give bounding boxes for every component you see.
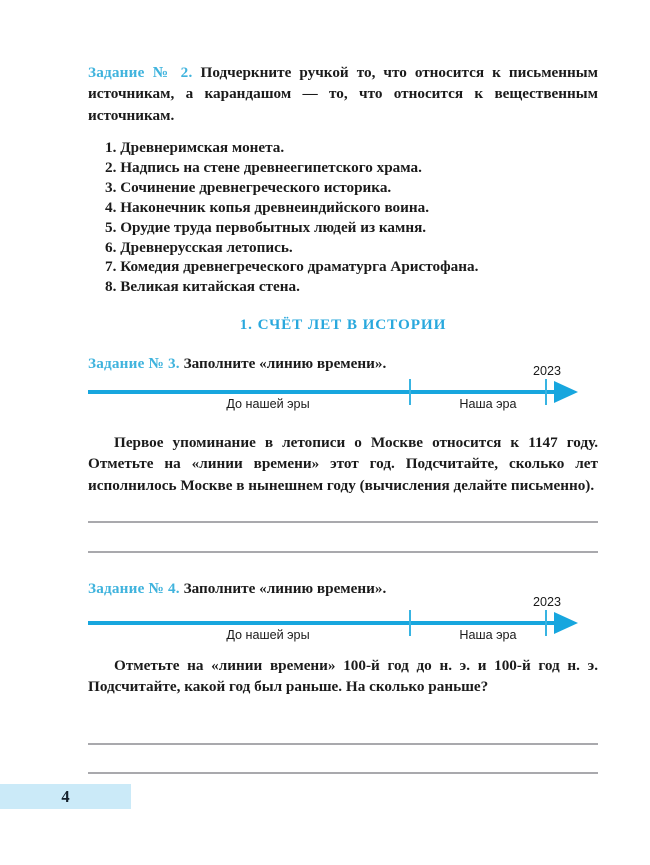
timeline-tick-era-boundary xyxy=(409,610,411,636)
task-4-label: Задание № 4. xyxy=(88,580,180,597)
task-4-text: Заполните «линию времени». xyxy=(183,580,387,597)
list-item-number: 3. xyxy=(105,178,117,196)
answer-rule[interactable] xyxy=(88,772,598,774)
list-item-number: 6. xyxy=(105,238,117,256)
task-2-block xyxy=(88,62,598,126)
timeline-caption-ce: Наша эра xyxy=(459,397,517,411)
timeline-caption-bce: До нашей эры xyxy=(226,628,310,642)
list-item xyxy=(105,138,600,158)
page-number: 4 xyxy=(61,787,70,806)
list-item-label: Надпись на стене древнеегипетского храма. xyxy=(120,158,422,176)
list-item-label: Наконечник копья древнеиндийского воина. xyxy=(120,198,430,216)
list-item-number: 8. xyxy=(105,278,117,296)
timeline-year-label: 2023 xyxy=(532,364,562,378)
list-item-label: Древнеримская монета. xyxy=(120,139,285,156)
list-item-label: Комедия древнегреческого драматурга Аристофана. xyxy=(120,258,479,276)
timeline-axis xyxy=(88,390,567,394)
list-item-label: Орудие труда первобытных людей из камня. xyxy=(120,218,427,236)
timeline-axis xyxy=(88,621,567,625)
task-4-description-text: Отметьте на «линии времени» 100-й год до н. э. и 100-й год н. э. Подсчитайте, какой год был раньше. На сколько раньше? xyxy=(88,657,598,696)
list-item-label: Великая китайская стена. xyxy=(120,278,300,296)
list-item-number: 7. xyxy=(105,258,117,276)
list-item-number: 4. xyxy=(105,198,117,216)
list-item-label: Древнерусская летопись. xyxy=(120,238,293,256)
timeline-tick-year xyxy=(545,379,547,405)
task-3-label: Задание № 3. xyxy=(88,355,180,372)
task-2-paragraph xyxy=(88,62,598,126)
list-item-label: Сочинение древнегреческого историка. xyxy=(120,178,392,196)
task-2-item-list xyxy=(105,138,600,297)
task-2-text: Подчеркните ручкой то, что относится к письменным источникам, а карандашом — то, что относится к вещественным источникам. xyxy=(88,64,598,124)
timeline-arrow-icon xyxy=(554,612,578,634)
timeline-task-4[interactable] xyxy=(88,597,598,655)
list-item xyxy=(105,257,600,277)
list-item xyxy=(105,198,600,218)
timeline-task-3[interactable] xyxy=(88,366,598,424)
task-4-description xyxy=(88,655,598,698)
list-item-number: 5. xyxy=(105,218,117,236)
list-item-number: 2. xyxy=(105,158,117,176)
answer-rule[interactable] xyxy=(88,551,598,553)
answer-rule[interactable] xyxy=(88,743,598,745)
timeline-year-label: 2023 xyxy=(532,595,562,609)
task-2-label: Задание № 2. xyxy=(88,64,193,81)
list-item xyxy=(105,277,600,297)
task-3-description xyxy=(88,432,598,496)
timeline-tick-era-boundary xyxy=(409,379,411,405)
timeline-tick-year xyxy=(545,610,547,636)
answer-rule[interactable] xyxy=(88,521,598,523)
list-item xyxy=(105,218,600,238)
timeline-arrow-icon xyxy=(554,381,578,403)
timeline-caption-ce: Наша эра xyxy=(459,628,517,642)
list-item xyxy=(105,238,600,258)
timeline-caption-bce: До нашей эры xyxy=(226,397,310,411)
task-3-text: Заполните «линию времени». xyxy=(183,355,387,372)
section-heading: 1. СЧЁТ ЛЕТ В ИСТОРИИ xyxy=(239,316,447,333)
list-item xyxy=(105,178,600,198)
list-item-number: 1. xyxy=(105,139,117,156)
task-3-description-text: Первое упоминание в летописи о Москве относится к 1147 году. Отметьте на «линии времени» этот год. Подсчитайте, сколько лет исполнилось Москве в нынешнем году (вычисления делайте письменно). xyxy=(88,434,598,494)
list-item xyxy=(105,158,600,178)
